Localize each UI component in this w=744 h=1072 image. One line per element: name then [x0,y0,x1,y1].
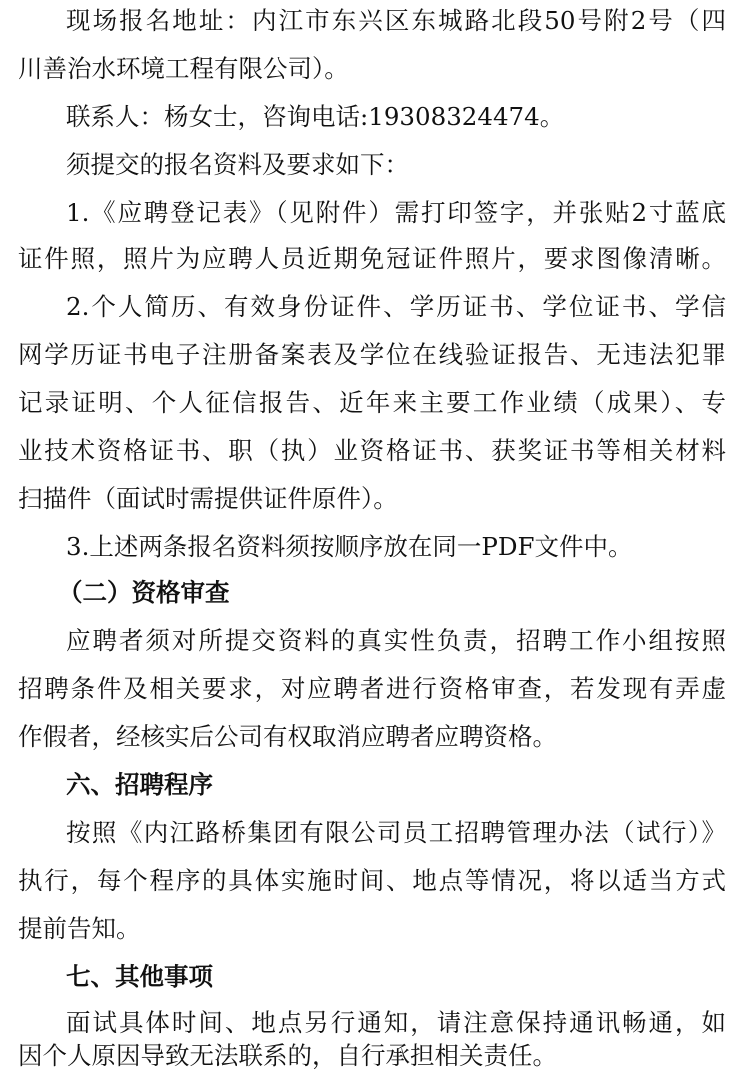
paragraph-line: 招聘条件及相关要求，对应聘者进行资格审查，若发现有弄虚 [18,674,726,703]
contact-line: 联系人：杨女士，咨询电话:19308324474。 [66,102,565,131]
paragraph-line: 因个人原因导致无法联系的，自行承担相关责任。 [18,1041,557,1070]
paragraph-line: 须提交的报名资料及要求如下： [66,150,409,179]
list-item-1-line: 1.《应聘登记表》（见附件）需打印签字，并张贴2寸蓝底 [66,198,726,227]
subsection-heading: （二）资格审查 [58,578,230,607]
section-heading: 七、其他事项 [66,962,213,991]
list-item-2-line: 2.个人简历、有效身份证件、学历证书、学位证书、学信 [66,292,726,321]
section-heading: 六、招聘程序 [66,770,213,799]
list-item-3-line: 3.上述两条报名资料须按顺序放在同一PDF文件中。 [66,532,633,561]
paragraph-line: 执行，每个程序的具体实施时间、地点等情况，将以适当方式 [18,866,726,895]
list-item-2-line: 业技术资格证书、职（执）业资格证书、获奖证书等相关材料 [18,436,726,465]
paragraph-line: 按照《内江路桥集团有限公司员工招聘管理办法（试行）》 [66,818,726,847]
paragraph-line: 现场报名地址：内江市东兴区东城路北段50号附2号（四 [66,6,726,35]
paragraph-line: 提前告知。 [18,914,141,943]
list-item-2-line: 记录证明、个人征信报告、近年来主要工作业绩（成果）、专 [18,388,726,417]
paragraph-line: 应聘者须对所提交资料的真实性负责，招聘工作小组按照 [66,626,726,655]
list-item-1-line: 证件照，照片为应聘人员近期免冠证件照片，要求图像清晰。 [18,244,726,273]
paragraph-line: 川善治水环境工程有限公司）。 [18,54,349,83]
paragraph-line: 面试具体时间、地点另行通知，请注意保持通讯畅通，如 [66,1008,726,1037]
list-item-2-line: 扫描件（面试时需提供证件原件）。 [18,484,398,513]
list-item-2-line: 网学历证书电子注册备案表及学位在线验证报告、无违法犯罪 [18,340,726,369]
paragraph-line: 作假者，经核实后公司有权取消应聘者应聘资格。 [18,722,557,751]
